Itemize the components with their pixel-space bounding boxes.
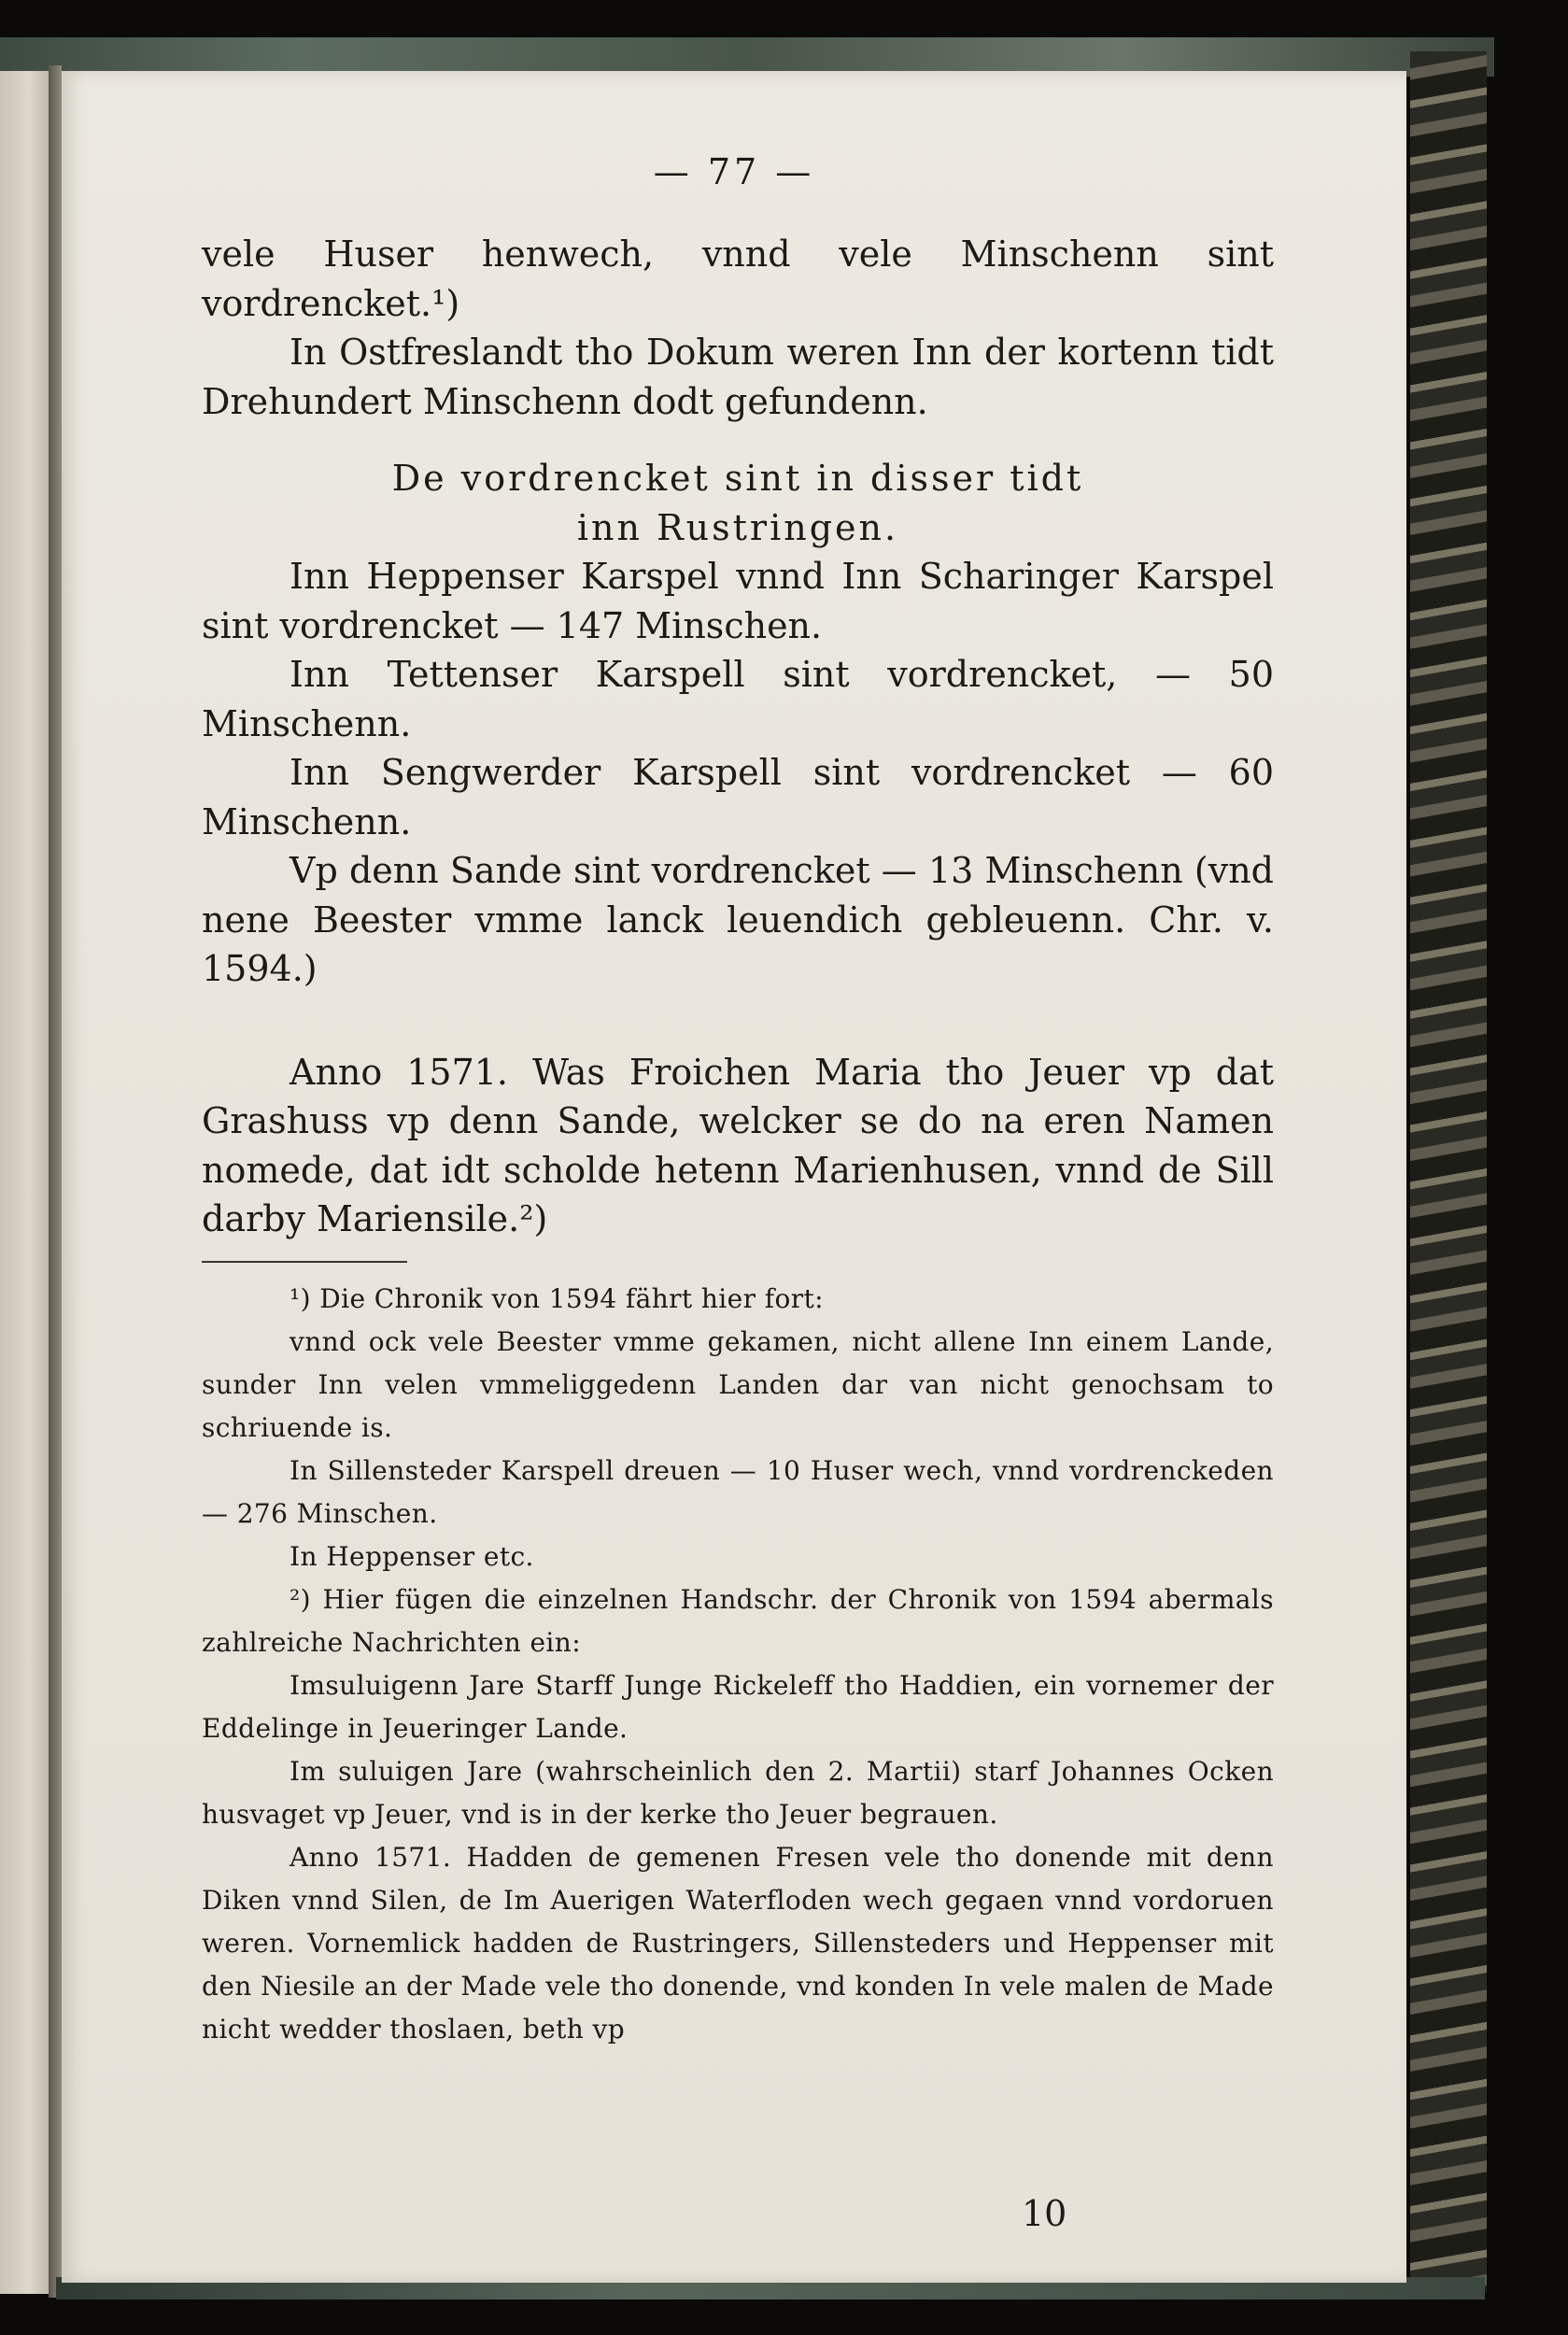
main-text xyxy=(202,230,1274,2051)
entry: Inn Sengwerder Karspell sint vordrencket — 60 Minschenn. xyxy=(202,752,1274,842)
marbled-cover-edge xyxy=(1410,51,1487,2293)
entry: Inn Tettenser Karspell sint vordrencket, — 50 Minschenn. xyxy=(202,654,1274,744)
entry: Inn Heppenser Karspel vnnd Inn Scharinger Karspel sint vordrencket — 147 Minschen. xyxy=(202,556,1274,646)
footnotes xyxy=(202,1278,1274,2051)
section-heading: De vordrencket sint in disser tidt xyxy=(391,458,1084,499)
signature-mark: 10 xyxy=(1022,2193,1067,2234)
footnote: vnnd ock vele Beester vmme gekamen, nicht allene Inn einem Lande, sunder Inn velen vmmeliggedenn Landen dar van nicht genochsam to schriuende is. xyxy=(202,1325,1274,1443)
anno-paragraph: Anno 1571. Was Froichen Maria tho Jeuer vp dat Grashuss vp denn Sande, welcker se do na eren Namen nomede, dat idt scholde hetenn Marienhusen, vnnd de Sill darby Mariensile.²) xyxy=(202,1051,1274,1239)
footnote: ¹) Die Chronik von 1594 fährt hier fort: xyxy=(290,1282,825,1314)
footnote: In Sillensteder Karspell dreuen — 10 Huser wech, vnnd vordrenckeden — 276 Minschen. xyxy=(202,1454,1274,1529)
footnote: ²) Hier fügen die einzelnen Handschr. der Chronik von 1594 abermals zahlreiche Nachrichten ein: xyxy=(202,1583,1274,1658)
book-gutter xyxy=(49,65,62,2298)
footnote: In Heppenser etc. xyxy=(290,1540,534,1572)
paragraph: In Ostfreslandt tho Dokum weren Inn der kortenn tidt Drehundert Minschenn dodt gefundenn. xyxy=(202,332,1274,422)
book-page xyxy=(62,71,1406,2283)
footnote: Im suluigen Jare (wahrscheinlich den 2. Martii) starf Johannes Ocken husvaget vp Jeuer, vnd is in der kerke tho Jeuer begrauen. xyxy=(202,1755,1274,1830)
paragraph: vele Huser henwech, vnnd vele Minschenn sint vordrencket.¹) xyxy=(202,234,1274,324)
page-number: — 77 — xyxy=(653,151,815,192)
facing-page-edge xyxy=(0,71,49,2294)
footnote: Anno 1571. Hadden de gemenen Fresen vele tho donende mit denn Diken vnnd Silen, de Im Auerigen Waterfloden wech gegaen vnnd vordoruen weren. Vornemlick hadden de Rustringers, Sillensteders und Heppenser mit den Niesile an der Made vele tho donende, vnd konden In vele malen de Made nicht wedder thoslaen, beth vp xyxy=(202,1841,1274,2045)
footnote-rule xyxy=(202,1261,407,1263)
entry: Vp denn Sande sint vordrencket — 13 Minschenn (vnd nene Beester vmme lanck leuendich gebleuenn. Chr. v. 1594.) xyxy=(202,850,1274,989)
section-heading: inn Rustringen. xyxy=(576,506,899,548)
footnote: Imsuluigenn Jare Starff Junge Rickeleff tho Haddien, ein vornemer der Eddelinge in Jeueringer Lande. xyxy=(202,1669,1274,1744)
